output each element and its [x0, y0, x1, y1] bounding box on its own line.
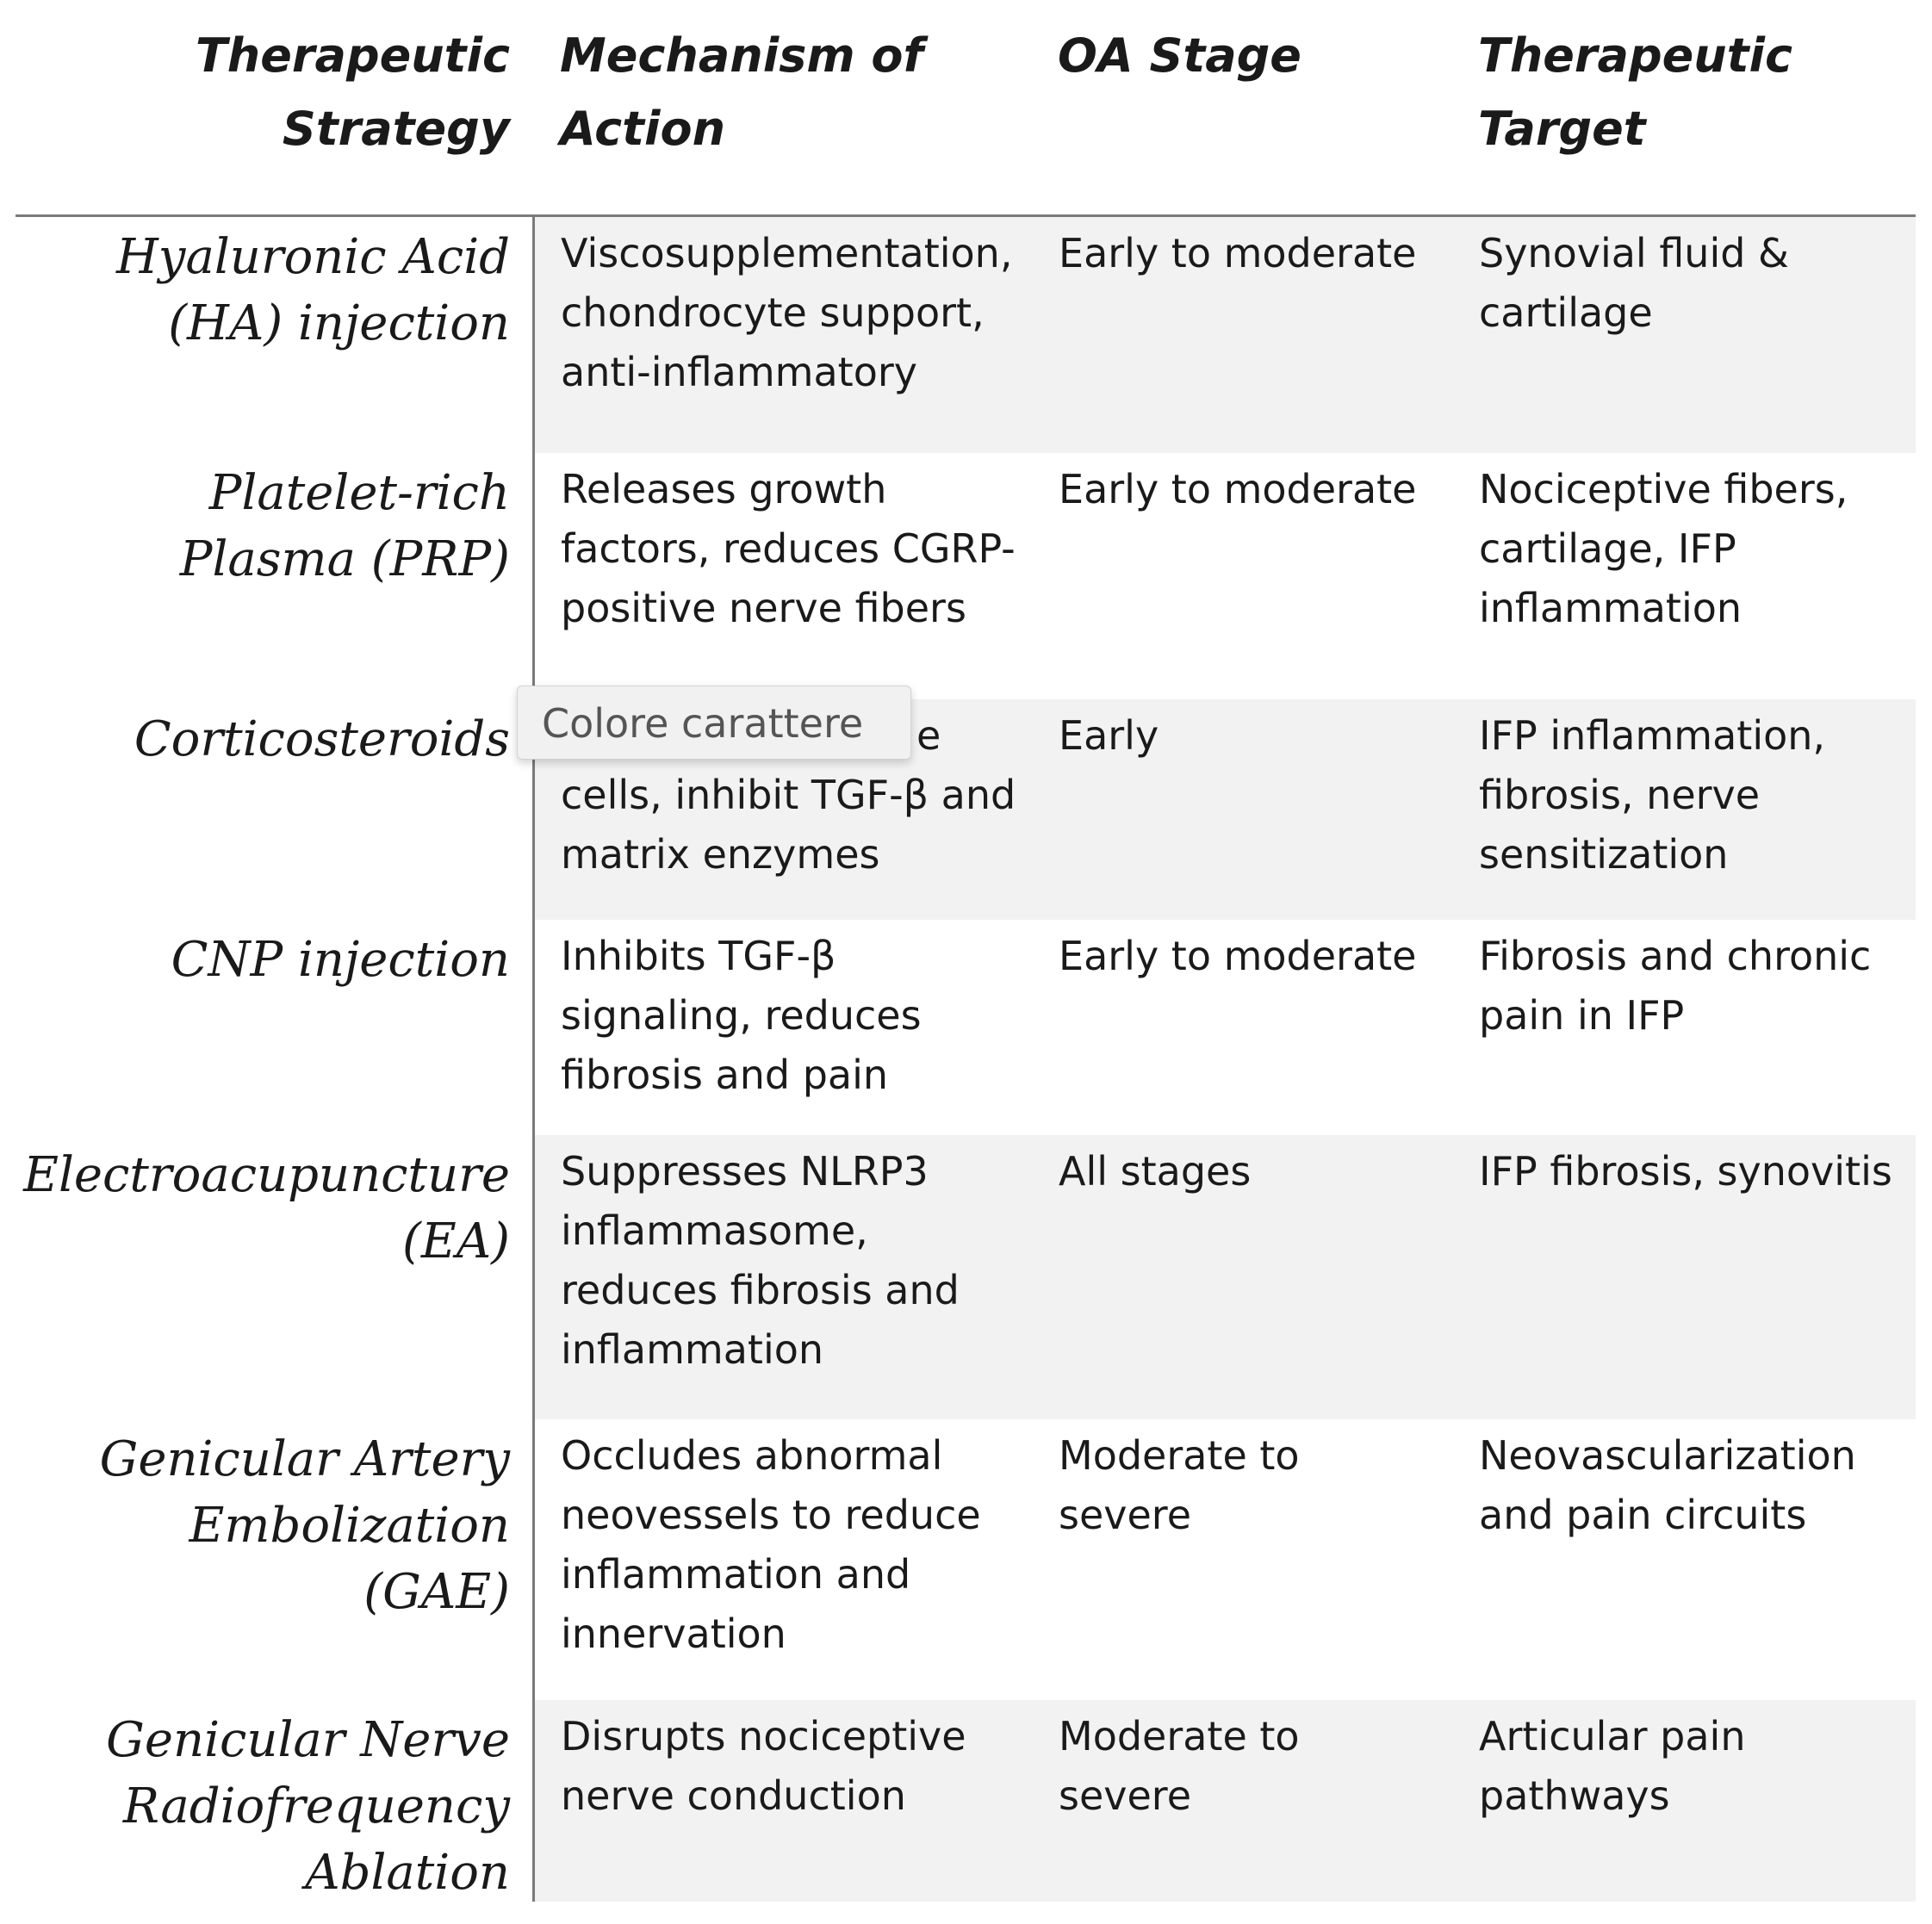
- strategy-name: Electroacupuncture (EA): [23, 1147, 510, 1269]
- mechanism-cell: Occludes abnormal neovessels to reduce inflammation and innervation: [561, 1432, 981, 1657]
- stage-cell: Early to moderate: [1059, 230, 1417, 276]
- table-row: [0, 1135, 1916, 1419]
- table-row: [0, 1419, 1916, 1700]
- stage-cell: Moderate to severe: [1059, 1432, 1300, 1538]
- strategy-name: Hyaluronic Acid (HA) injection: [115, 229, 510, 351]
- strategy-name: Corticosteroids: [134, 711, 510, 767]
- strategy-name: Genicular Artery Embolization (GAE): [99, 1431, 510, 1620]
- strategy-name: Genicular Nerve Radiofrequency Ablation: [106, 1712, 510, 1901]
- stage-cell: All stages: [1059, 1148, 1252, 1195]
- mechanism-cell: e cells, inhibit TGF-β and matrix enzymes: [561, 712, 1016, 878]
- mechanism-cell: Viscosupplementation, chondrocyte support, anti-inflammatory: [561, 230, 1013, 395]
- table-row: [0, 699, 1916, 920]
- mechanism-cell: Disrupts nociceptive nerve conduction: [561, 1713, 966, 1819]
- target-cell: Nociceptive fibers, cartilage, IFP inflammation: [1479, 466, 1848, 631]
- strategy-name: Platelet-rich Plasma (PRP): [179, 465, 510, 587]
- stage-cell: Early to moderate: [1059, 466, 1417, 512]
- mechanism-cell: Inhibits TGF-β signaling, reduces fibrosis and pain: [561, 933, 922, 1098]
- table-row: [0, 1700, 1916, 1902]
- strategy-name: CNP injection: [171, 932, 510, 988]
- header-stage: OA Stage: [1058, 28, 1301, 83]
- stage-cell: Moderate to severe: [1059, 1713, 1300, 1819]
- font-color-tooltip: Colore carattere: [517, 686, 911, 760]
- stage-cell: Early to moderate: [1059, 933, 1417, 979]
- column-divider: [532, 215, 535, 1902]
- mechanism-cell: Releases growth factors, reduces CGRP- positive nerve fibers: [561, 466, 1016, 631]
- target-cell: Neovascularization and pain circuits: [1479, 1432, 1856, 1538]
- header-target: Therapeutic Target: [1478, 28, 1793, 156]
- table-row: [0, 920, 1916, 1135]
- table-row: [0, 453, 1916, 699]
- target-cell: Synovial fluid & cartilage: [1479, 230, 1789, 336]
- table-row: [0, 217, 1916, 453]
- target-cell: Fibrosis and chronic pain in IFP: [1479, 933, 1872, 1039]
- target-cell: IFP inflammation, fibrosis, nerve sensitization: [1479, 712, 1826, 878]
- target-cell: Articular pain pathways: [1479, 1713, 1746, 1819]
- target-cell: IFP fibrosis, synovitis: [1479, 1148, 1892, 1195]
- stage-cell: Early: [1059, 712, 1159, 759]
- header-mechanism: Mechanism of Action: [560, 28, 924, 156]
- mechanism-cell: Suppresses NLRP3 inflammasome, reduces fibrosis and inflammation: [561, 1148, 960, 1373]
- header-strategy: Therapeutic Strategy: [195, 28, 510, 156]
